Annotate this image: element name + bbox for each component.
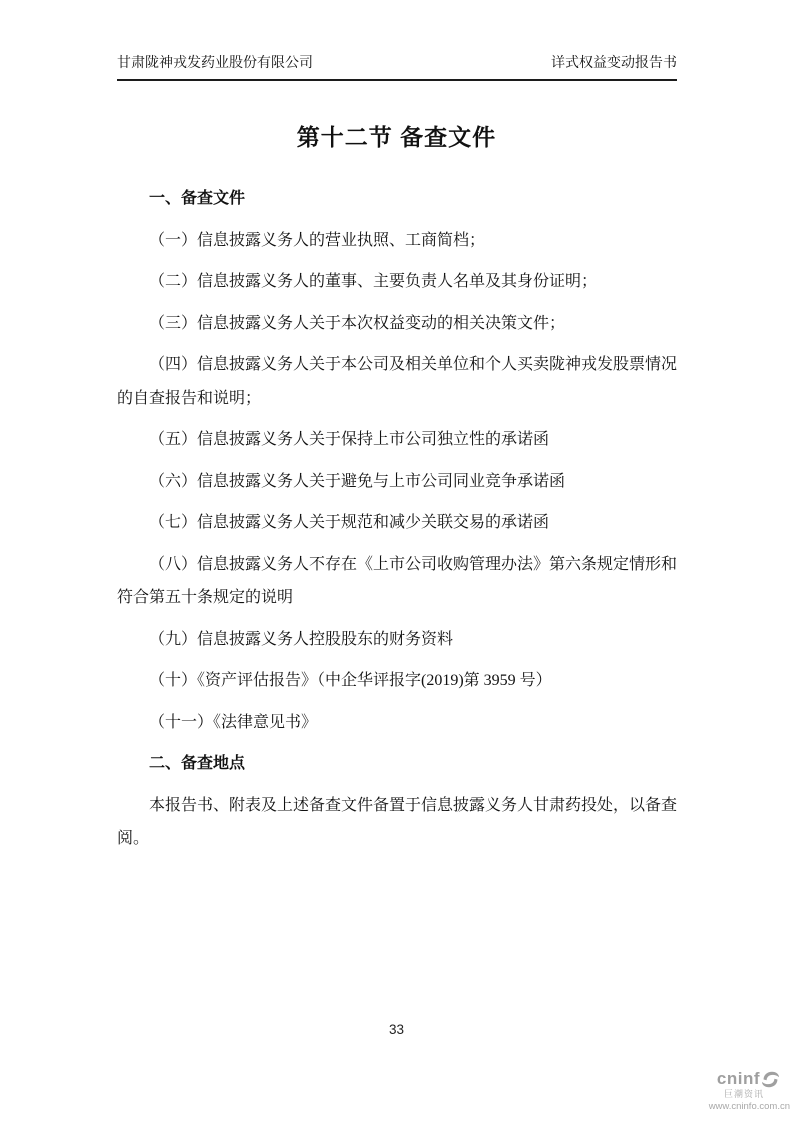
cninfo-logo: [706, 1070, 790, 1113]
header-company-name: 甘肃陇神戎发药业股份有限公司: [117, 56, 313, 71]
checklist-item: （四）信息披露义务人关于本公司及相关单位和个人买卖陇神戎发股票情况的自查报告和说明；: [117, 356, 678, 407]
document-body: [117, 182, 677, 864]
location-paragraph: 本报告书、附表及上述备查文件备置于信息披露义务人甘肃药投处，以备查阅。: [117, 796, 678, 847]
checklist-item: （九）信息披露义务人控股股东的财务资料: [149, 630, 454, 648]
cninfo-brand-text: cninf: [716, 1069, 760, 1088]
cninfo-brand-row: [706, 1070, 790, 1088]
page-number: 33: [388, 1022, 405, 1037]
checklist-item: （七）信息披露义务人关于规范和减少关联交易的承诺函: [149, 514, 550, 531]
cninfo-website: www.cninfo.com.cn: [708, 1101, 790, 1112]
checklist-item: （十一）《法律意见书》: [149, 713, 318, 731]
page-title: 第十二节 备查文件: [296, 124, 497, 150]
page-header: [117, 56, 677, 81]
checklist-item: （八）信息披露义务人不存在《上市公司收购管理办法》第六条规定情形和符合第五十条规定的说明: [117, 555, 678, 606]
cninfo-swirl-icon: [761, 1071, 780, 1088]
checklist-item: （十）《资产评估报告》（中企华评报字(2019)第 3959 号）: [149, 672, 552, 689]
checklist-item: （二）信息披露义务人的董事、主要负责人名单及其身份证明；: [149, 273, 598, 290]
checklist-item: （六）信息披露义务人关于避免与上市公司同业竞争承诺函: [149, 472, 566, 490]
section-heading-documents: 一、备查文件: [149, 190, 246, 207]
checklist-item: （五）信息披露义务人关于保持上市公司独立性的承诺函: [149, 431, 550, 448]
header-doc-type: 详式权益变动报告书: [551, 56, 677, 71]
section-heading-location: 二、备查地点: [149, 755, 246, 772]
cninfo-chinese-name: 巨潮资讯: [723, 1089, 764, 1099]
checklist-item: （一）信息披露义务人的营业执照、工商简档；: [149, 231, 486, 249]
checklist-item: （三）信息披露义务人关于本次权益变动的相关决策文件；: [149, 314, 566, 332]
